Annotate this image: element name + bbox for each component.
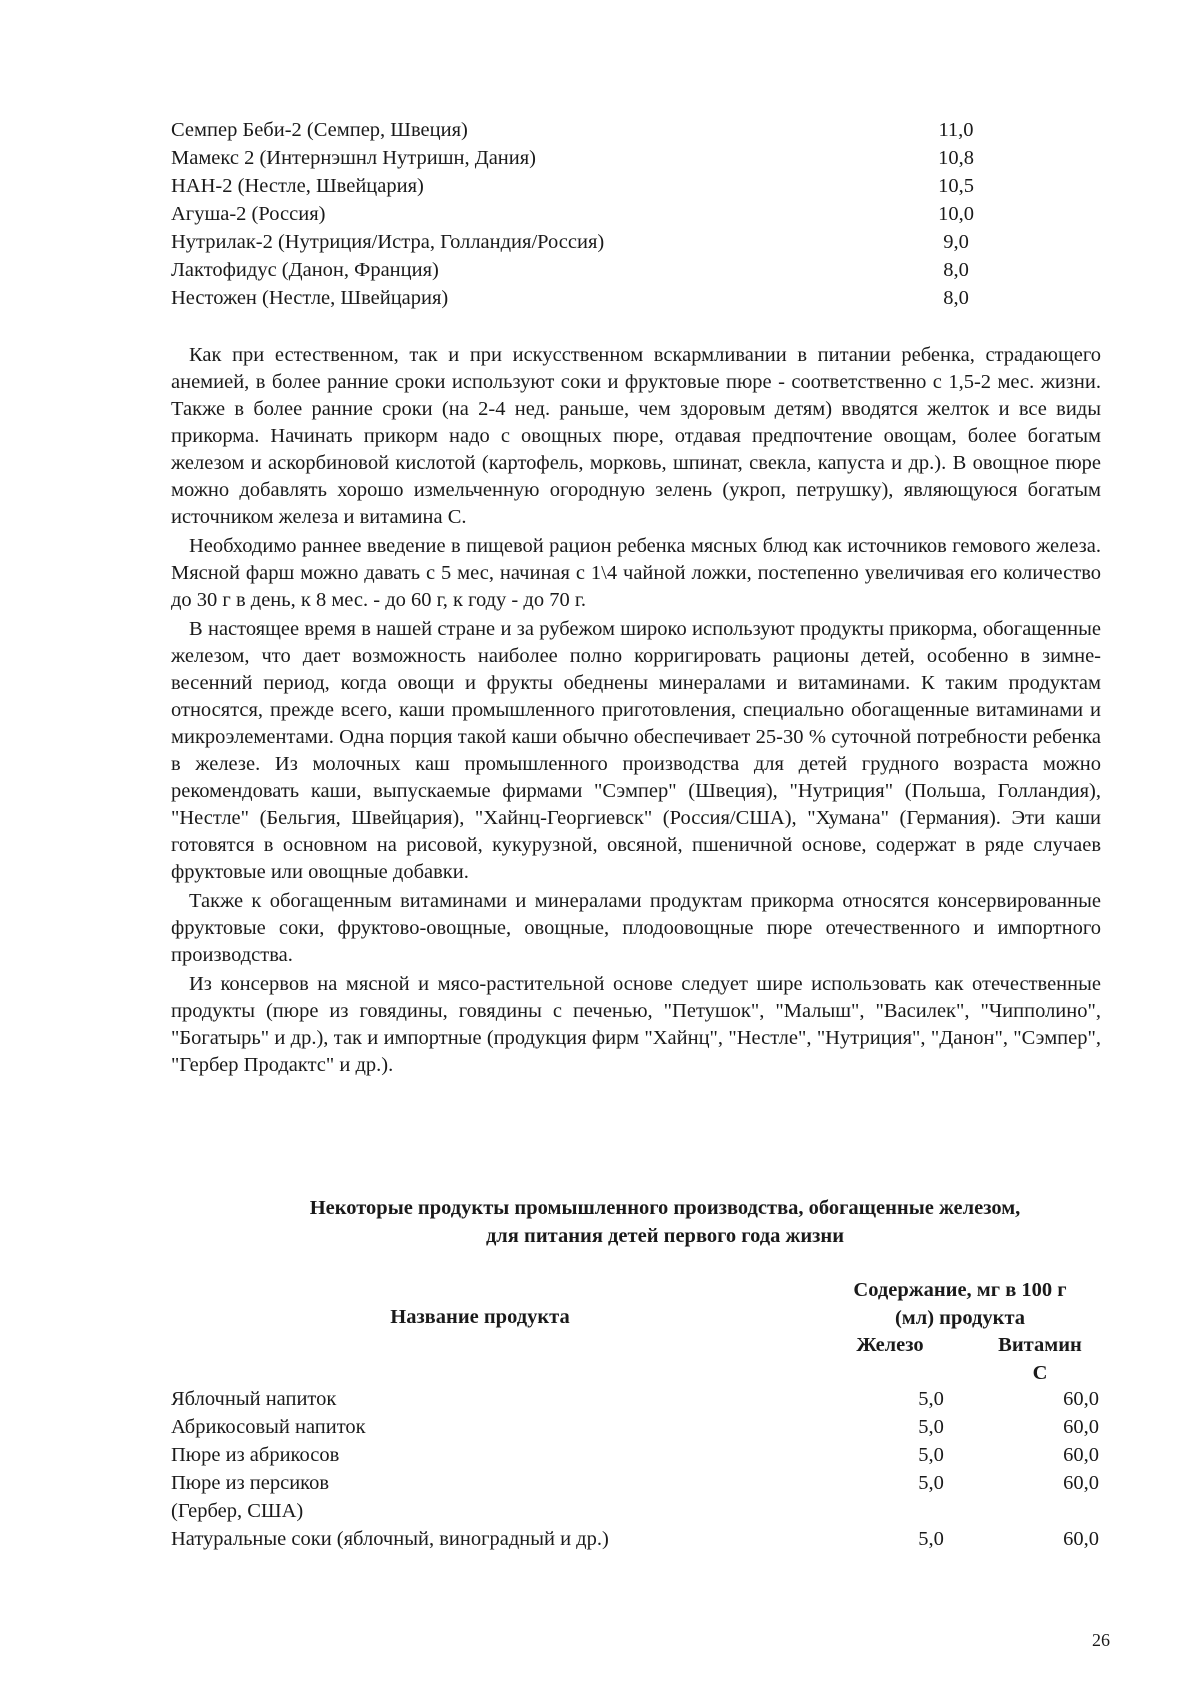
row-iron: 5,0 — [918, 1388, 944, 1410]
formula-iron-list — [171, 116, 981, 312]
column-header-name: Название продукта — [390, 1306, 570, 1328]
body-text — [171, 342, 1101, 1081]
column-header-vitamin — [980, 1331, 1100, 1387]
row-name: Натуральные соки (яблочный, виноградный и др.) — [171, 1528, 609, 1550]
product-value: 10,5 — [938, 175, 974, 197]
product-value: 8,0 — [943, 287, 969, 309]
product-name: НАН-2 (Нестле, Швейцария) — [171, 175, 424, 197]
row-name: Пюре из абрикосов — [171, 1444, 340, 1466]
row-iron: 5,0 — [918, 1444, 944, 1466]
row-vitamin: 60,0 — [1063, 1444, 1099, 1466]
paragraph: В настоящее время в нашей стране и за рубежом широко используют продукты прикорма, обогащенные железом, что дает возможность наиболее полно корригировать рационы детей, особенно в зимне-весенний период, когда овощи и фрукты обеднены минералами и витаминами. К таким продуктам относятся, прежде всего, каши промышленного приготовления, специально обогащенные витаминами и микроэлементами. Одна порция такой каши обычно обеспечивает 25-30 % суточной потребности ребенка в железе. Из молочных каш промышленного производства для детей грудного возраста можно рекомендовать каши, выпускаемые фирмами "Сэмпер" (Швеция), "Нутриция" (Польша, Голландия), "Нестле" (Бельгия, Швейцария), "Хайнц-Георгиевск" (Россия/США), "Хумана" (Германия). Эти каши готовятся в основном на рисовой, кукурузной, овсяной, пшеничной основе, содержат в ряде случаев фруктовые или овощные добавки. — [171, 618, 1101, 883]
paragraph: Из консервов на мясной и мясо-растительной основе следует шире использовать как отечественные продукты (пюре из говядины, говядины с печенью, "Петушок", "Малыш", "Василек", "Чипполино", "Богатырь" и др.), так и импортные (продукция фирм "Хайнц", "Нестле", "Нутриция", "Данон", "Сэмпер", "Гербер Продактс" и др.). — [171, 973, 1101, 1076]
column-header-line: (мл) продукта — [894, 1307, 1026, 1329]
row-name: Пюре из персиков — [171, 1472, 330, 1494]
list-item — [171, 172, 981, 200]
paragraph: Также к обогащенным витаминами и минералами продуктам прикорма относятся консервированные фруктовые соки, фруктово-овощные, овощные, плодоовощные пюре отечественного и импортного производства. — [171, 890, 1101, 966]
paragraph: Необходимо раннее введение в пищевой рацион ребенка мясных блюд как источников гемового железа. Мясной фарш можно давать с 5 мес, начиная с 1\4 чайной ложки, постепенно увеличивая его количество до 30 г в день, к 8 мес. - до 60 г, к году - до 70 г. — [171, 535, 1101, 611]
list-item — [171, 200, 981, 228]
list-item — [171, 116, 981, 144]
product-name: Лактофидус (Данон, Франция) — [171, 259, 439, 281]
list-item — [171, 228, 981, 256]
page-number: 26 — [1092, 1630, 1110, 1650]
row-vitamin: 60,0 — [1063, 1528, 1099, 1550]
table-row — [171, 1441, 1101, 1469]
column-header-line: С — [1032, 1362, 1048, 1384]
column-header-content — [820, 1276, 1100, 1332]
column-header-line: Содержание, мг в 100 г — [853, 1279, 1067, 1301]
row-iron: 5,0 — [918, 1472, 944, 1494]
column-header-iron: Железо — [856, 1334, 924, 1356]
row-vitamin: 60,0 — [1063, 1472, 1099, 1494]
table-row — [171, 1413, 1101, 1441]
list-item — [171, 284, 981, 312]
table-row — [171, 1469, 1101, 1525]
product-name: Семпер Беби-2 (Семпер, Швеция) — [171, 119, 468, 141]
product-value: 9,0 — [943, 231, 969, 253]
product-value: 11,0 — [938, 119, 974, 141]
product-name: Нутрилак-2 (Нутриция/Истра, Голландия/Россия) — [171, 231, 605, 253]
row-name: Яблочный напиток — [171, 1388, 337, 1410]
table-title — [230, 1194, 1100, 1250]
row-iron: 5,0 — [918, 1416, 944, 1438]
product-name: Мамекс 2 (Интернэшнл Нутришн, Дания) — [171, 147, 537, 169]
table-title-line: Некоторые продукты промышленного производства, обогащенные железом, — [309, 1197, 1021, 1219]
row-name-continued: (Гербер, США) — [171, 1500, 304, 1522]
list-item — [171, 256, 981, 284]
list-item — [171, 144, 981, 172]
row-iron: 5,0 — [918, 1528, 944, 1550]
product-name: Агуша-2 (Россия) — [171, 203, 326, 225]
product-value: 8,0 — [943, 259, 969, 281]
product-value: 10,0 — [938, 203, 974, 225]
product-value: 10,8 — [938, 147, 974, 169]
table-title-line: для питания детей первого года жизни — [485, 1225, 845, 1247]
paragraph: Как при естественном, так и при искусственном вскармливании в питании ребенка, страдающего анемией, в более ранние сроки используют соки и фруктовые пюре - соответственно с 1,5-2 мес. жизни. Также в более ранние сроки (на 2-4 нед. раньше, чем здоровым детям) вводятся желток и все виды прикорма. Начинать прикорм надо с овощных пюре, отдавая предпочтение овощам, более богатым железом и аскорбиновой кислотой (картофель, морковь, шпинат, свекла, капуста и др.). В овощное пюре можно добавлять хорошо измельченную огородную зелень (укроп, петрушку), являющуюся богатым источником железа и витамина С. — [171, 344, 1101, 528]
table-row — [171, 1525, 1101, 1553]
table-body — [171, 1385, 1101, 1553]
row-name: Абрикосовый напиток — [171, 1416, 366, 1438]
column-header-line: Витамин — [998, 1334, 1082, 1356]
row-vitamin: 60,0 — [1063, 1388, 1099, 1410]
product-name: Нестожен (Нестле, Швейцария) — [171, 287, 449, 309]
table-row — [171, 1385, 1101, 1413]
row-vitamin: 60,0 — [1063, 1416, 1099, 1438]
